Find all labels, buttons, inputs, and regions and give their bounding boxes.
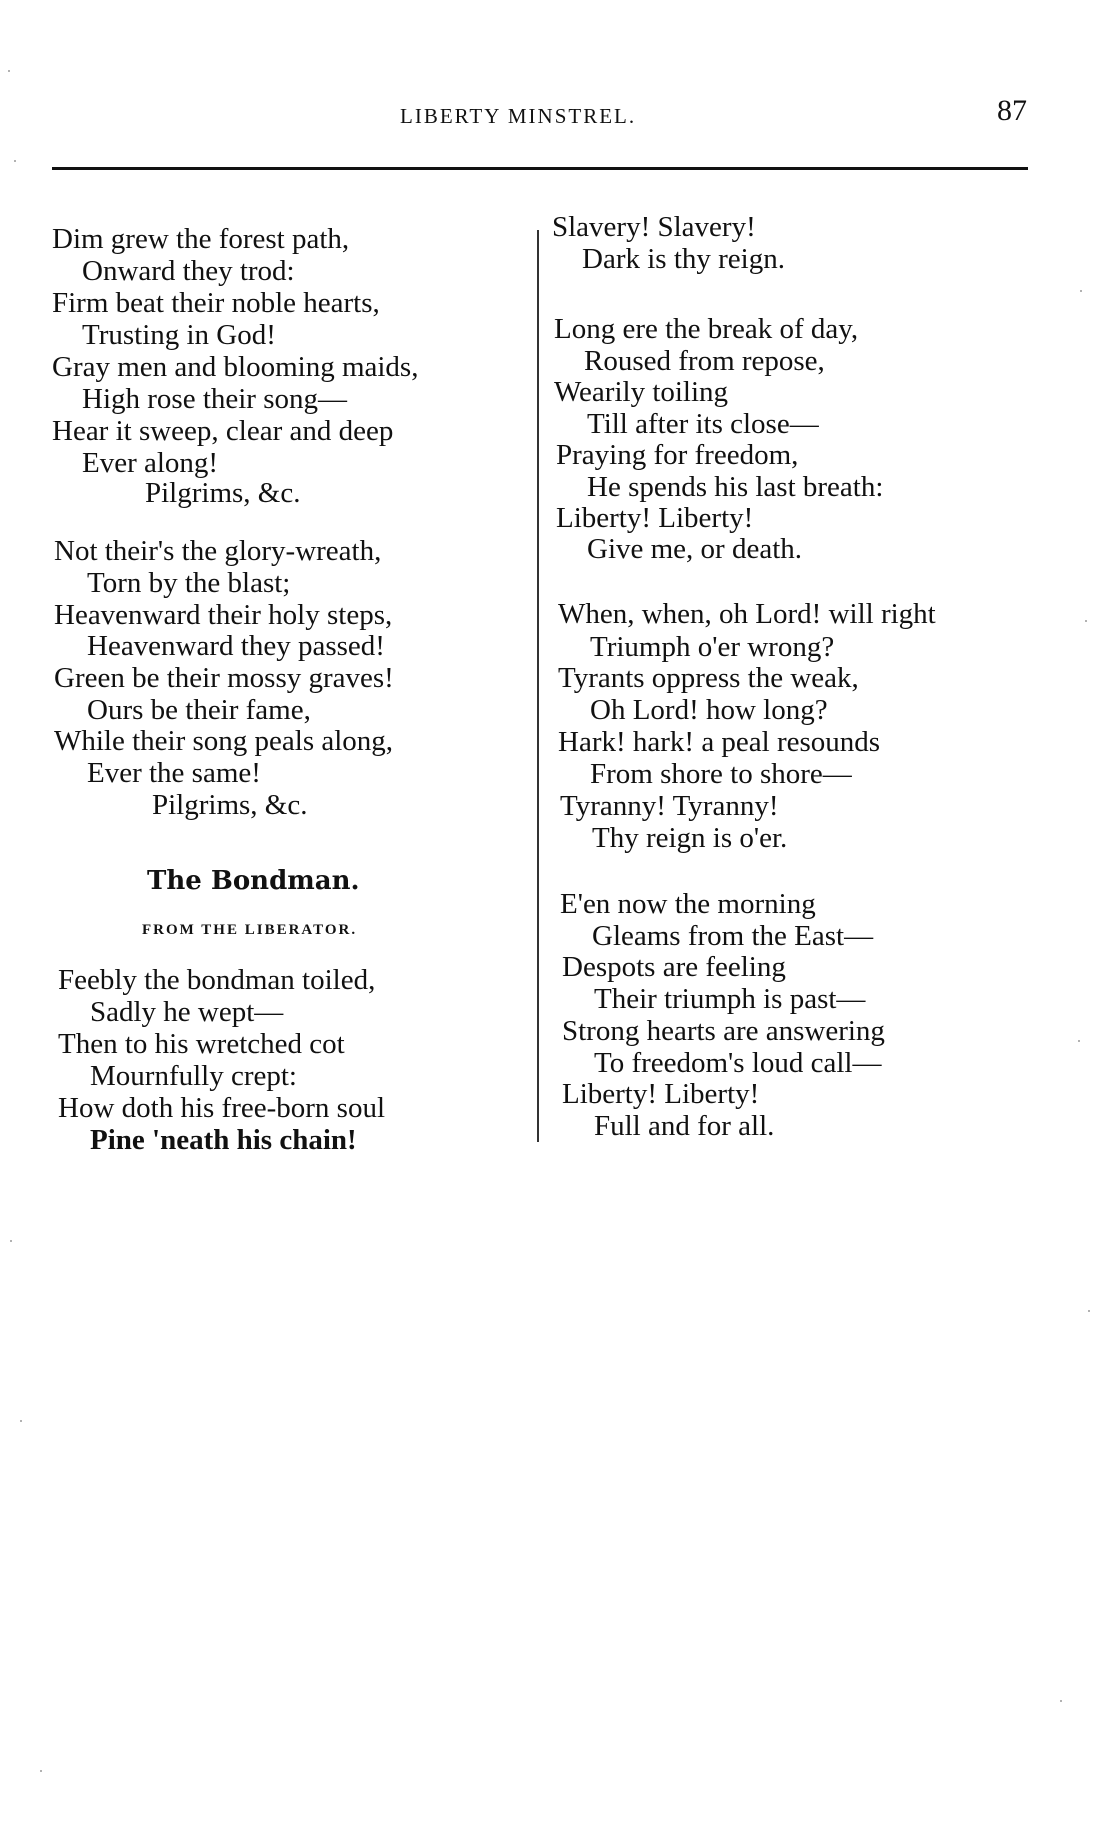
poem-line: Feebly the bondman toiled, <box>58 964 376 996</box>
poem-line: He spends his last breath: <box>587 471 884 503</box>
scan-speck <box>1080 290 1082 292</box>
poem-line: Pine 'neath his chain! <box>90 1124 357 1156</box>
poem-line: Despots are feeling <box>562 951 786 983</box>
scan-speck <box>20 1420 22 1422</box>
poem-line: Wearily toiling <box>554 376 729 408</box>
poem-line: Ours be their fame, <box>87 694 311 726</box>
poem-line: High rose their song— <box>82 383 347 415</box>
refrain-line: Pilgrims, &c. <box>152 789 308 821</box>
poem-line: Roused from repose, <box>584 345 825 377</box>
poem-line: E'en now the morning <box>560 888 816 920</box>
poem-line: Liberty! Liberty! <box>556 502 754 534</box>
poem-line: Heavenward they passed! <box>87 630 385 662</box>
scan-speck <box>14 160 16 162</box>
poem-line: Their triumph is past— <box>594 983 866 1015</box>
poem-line: Strong hearts are answering <box>562 1015 885 1047</box>
poem-line: Long ere the break of day, <box>554 313 859 345</box>
poem-line: Dark is thy reign. <box>582 243 785 275</box>
poem-line: Hark! hark! a peal resounds <box>558 726 881 758</box>
poem-line: Gray men and blooming maids, <box>52 351 419 383</box>
poem-line: Firm beat their noble hearts, <box>52 287 380 319</box>
poem-line: Full and for all. <box>594 1110 775 1142</box>
scan-speck <box>1088 1310 1090 1312</box>
poem-line: Sadly he wept— <box>90 996 284 1028</box>
poem-line: Gleams from the East— <box>592 920 874 952</box>
poem-line: Torn by the blast; <box>87 567 291 599</box>
scan-speck <box>10 1240 12 1242</box>
refrain-line: Pilgrims, &c. <box>145 477 301 509</box>
poem-line: Tyrants oppress the weak, <box>558 662 859 694</box>
poem-line: To freedom's loud call— <box>594 1047 882 1079</box>
poem-line: Trusting in God! <box>82 319 276 351</box>
poem-line: Dim grew the forest path, <box>52 223 350 255</box>
page-number: 87 <box>997 94 1027 127</box>
poem-line: Ever along! <box>82 447 219 479</box>
poem-line: Give me, or death. <box>587 533 803 565</box>
poem-line: Hear it sweep, clear and deep <box>52 415 394 447</box>
header-rule <box>52 167 1028 170</box>
poem-line: Oh Lord! how long? <box>590 694 828 726</box>
poem-line: Tyranny! Tyranny! <box>560 790 779 822</box>
poem-line: Till after its close— <box>587 408 819 440</box>
scan-speck <box>40 1770 42 1772</box>
poem-line: Ever the same! <box>87 757 261 789</box>
poem-line: Mournfully crept: <box>90 1060 297 1092</box>
scan-speck <box>1085 620 1087 622</box>
poem-line: Liberty! Liberty! <box>562 1078 760 1110</box>
poem-line: Praying for freedom, <box>556 439 799 471</box>
poem-line: Heavenward their holy steps, <box>54 599 393 631</box>
poem-line: When, when, oh Lord! will right <box>558 598 936 630</box>
column-divider <box>537 230 539 1142</box>
running-header-title: LIBERTY MINSTREL. <box>400 104 637 128</box>
poem-line: From shore to shore— <box>590 758 852 790</box>
poem-line: How doth his free-born soul <box>58 1092 386 1124</box>
poem-line: Then to his wretched cot <box>58 1028 345 1060</box>
poem-line: Green be their mossy graves! <box>54 662 394 694</box>
scan-speck <box>1060 1700 1062 1702</box>
poem-line: Thy reign is o'er. <box>592 822 788 854</box>
scan-speck <box>8 70 10 72</box>
poem-line: Not their's the glory-wreath, <box>54 535 382 567</box>
poem-line: Slavery! Slavery! <box>552 211 756 243</box>
poem-line: While their song peals along, <box>54 725 394 757</box>
poem-line: Onward they trod: <box>82 255 295 287</box>
section-title: The Bondman. <box>147 866 360 896</box>
section-source: FROM THE LIBERATOR. <box>142 922 358 938</box>
poem-line: Triumph o'er wrong? <box>590 631 835 663</box>
scan-speck <box>1078 1040 1080 1042</box>
